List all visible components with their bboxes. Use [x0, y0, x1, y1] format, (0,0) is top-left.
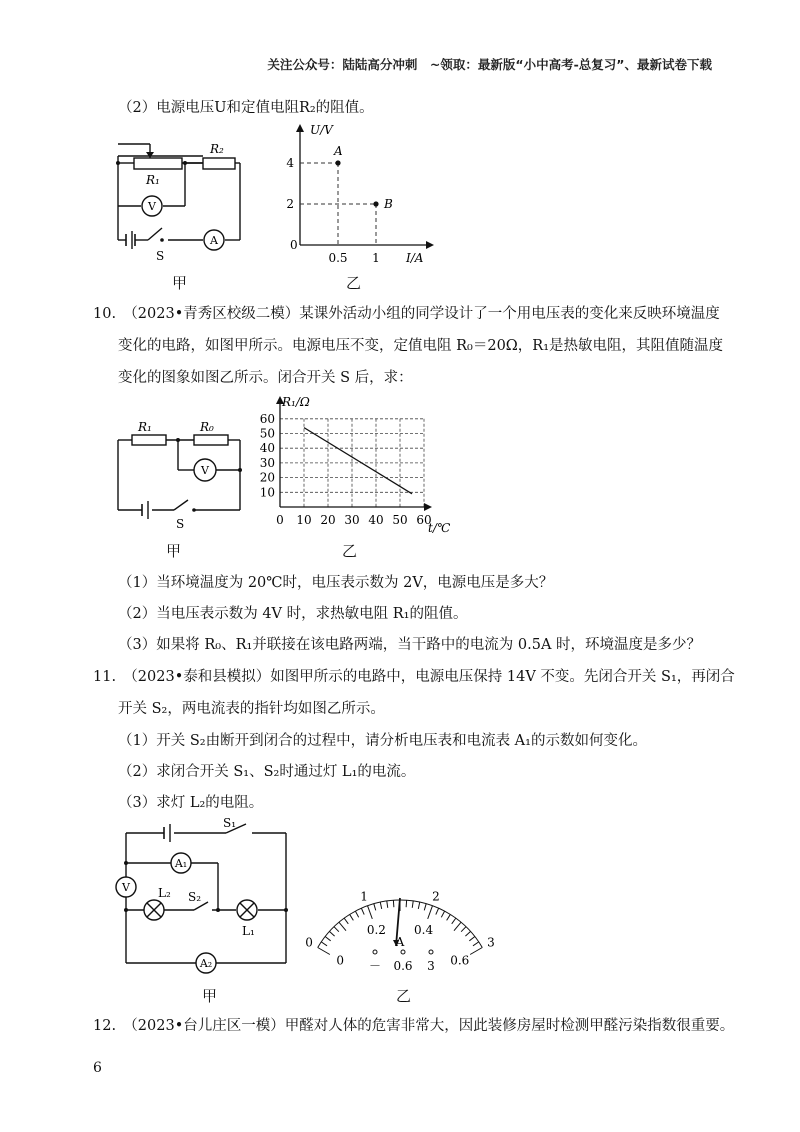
- q10-line3: 变化的图象如图乙所示。闭合开关 S 后，求：: [118, 370, 413, 386]
- q9-circuit-diagram: [100, 128, 280, 263]
- scale-tick: [454, 922, 461, 930]
- switch-label: S: [176, 517, 185, 531]
- ammeter-label: A: [210, 234, 218, 247]
- q9-graph-caption: 乙: [346, 274, 362, 292]
- scale-tick: [380, 902, 381, 909]
- q9-ui-graph: [278, 120, 438, 270]
- scale-tick: [452, 918, 456, 924]
- data-point-B: [373, 201, 378, 206]
- outer-scale-label: 0: [305, 935, 313, 950]
- q11-sub2: （2）求闭合开关 S₁、S₂时通过灯 L₁的电流。: [118, 764, 416, 780]
- scale-tick: [318, 948, 330, 955]
- q11-sub1: （1）开关 S₂由断开到闭合的过程中，请分析电压表和电流表 A₁的示数如何变化。: [118, 733, 647, 749]
- q10-circuit-caption: 甲: [166, 542, 182, 560]
- r1-label: R₁: [146, 173, 160, 187]
- x-axis-label: t/℃: [428, 521, 451, 535]
- y-tick-label: 50: [259, 426, 275, 441]
- q10-sub2: （2）当电压表示数为 4V 时，求热敏电阻 R₁的阻值。: [118, 606, 468, 622]
- q11-sub3: （3）求灯 L₂的电阻。: [118, 795, 264, 811]
- scale-tick: [321, 942, 327, 946]
- x-tick-label: 20: [320, 513, 336, 527]
- y-tick-label: 4: [286, 156, 294, 170]
- voltmeter-label: V: [148, 200, 156, 213]
- lamp-l2-label: L₂: [158, 886, 171, 900]
- y-tick-label: 30: [259, 455, 275, 470]
- inner-scale-label: 0.6: [450, 953, 470, 968]
- scale-tick: [355, 911, 358, 917]
- x-tick-label: 1: [372, 251, 380, 265]
- r0-label: R₀: [200, 420, 214, 434]
- scale-tick: [469, 937, 475, 941]
- r2-label: R₂: [210, 142, 224, 156]
- scale-tick: [329, 931, 334, 936]
- meter-unit: A: [395, 935, 405, 949]
- outer-scale-label: 3: [487, 935, 495, 950]
- q10-circuit-diagram: [108, 412, 258, 532]
- q11-line1: 11. （2023•泰和县模拟）如图甲所示的电路中，电源电压保持 14V 不变。先闭合开关 S₁，再闭合: [93, 669, 735, 685]
- r1-label: R₁: [138, 420, 152, 434]
- q11-circuit-diagram: [108, 815, 298, 985]
- inner-scale-label: 0: [336, 953, 345, 968]
- q10-sub3: （3）如果将 R₀、R₁并联接在该电路两端，当干路中的电流为 0.5A 时，环境温度是多少？: [118, 637, 702, 653]
- scale-tick: [473, 942, 479, 946]
- x-tick-label: 10: [296, 513, 312, 527]
- inner-scale-label: 0.4: [414, 923, 434, 938]
- scale-tick: [428, 906, 433, 919]
- outer-scale-label: 1: [360, 889, 368, 904]
- scale-tick: [470, 948, 482, 955]
- y-tick-label: 2: [286, 197, 294, 211]
- x-tick-label: 0: [276, 513, 284, 527]
- origin-label: 0: [290, 238, 298, 252]
- scale-tick: [374, 904, 376, 911]
- voltmeter-label: V: [201, 464, 209, 477]
- x-axis-label: I/A: [406, 251, 424, 265]
- voltmeter-label: V: [122, 881, 130, 894]
- terminal-0-6: 0.6: [393, 959, 413, 973]
- x-tick-label: 50: [392, 513, 408, 527]
- y-axis-label: U/V: [310, 123, 333, 137]
- scale-tick: [441, 911, 444, 917]
- scale-tick: [387, 901, 388, 908]
- q9-part2: （2）电源电压U和定值电阻R₂的阻值。: [118, 100, 374, 116]
- point-label-A: A: [334, 144, 343, 158]
- point-label-B: B: [384, 197, 393, 211]
- q10-line2: 变化的电路，如图甲所示。电源电压不变，定值电阻 R₀＝20Ω，R₁是热敏电阻，其阻值随温度: [118, 338, 724, 354]
- scale-tick: [424, 904, 426, 911]
- scale-tick: [418, 902, 419, 909]
- page-header: 关注公众号：陆陆高分冲刺 ~领取：最新版“小中高考-总复习”、最新试卷下载: [267, 57, 712, 72]
- series-line-r1: [304, 428, 412, 494]
- outer-scale-label: 2: [432, 889, 440, 904]
- q12-line1: 12. （2023•台儿庄区一模）甲醛对人体的危害非常大，因此装修房屋时检测甲醛污染指数很重要。: [93, 1018, 735, 1034]
- scale-tick: [447, 914, 451, 920]
- scale-tick: [361, 908, 364, 914]
- q10-line1: 10. （2023•青秀区校级二模）某课外活动小组的同学设计了一个用电压表的变化来反映环境温度: [93, 306, 720, 322]
- q11-meter-caption: 乙: [396, 987, 412, 1005]
- scale-tick: [350, 914, 354, 920]
- ammeter-a2-label: A₂: [199, 957, 213, 970]
- terminal-3: 3: [427, 959, 435, 973]
- x-tick-label: 40: [368, 513, 384, 527]
- switch-label: S: [156, 249, 165, 263]
- q11-ammeter-dial: [300, 860, 500, 980]
- scale-tick: [461, 927, 466, 932]
- page-number: 6: [93, 1060, 102, 1076]
- inner-scale-label: 0.2: [366, 923, 386, 938]
- q10-graph-caption: 乙: [342, 542, 358, 560]
- x-tick-label: 0.5: [328, 251, 348, 265]
- y-tick-label: 40: [259, 441, 275, 456]
- y-tick-label: 60: [259, 411, 275, 426]
- q10-sub1: （1）当环境温度为 20℃时，电压表示数为 2V，电源电压是多大？: [118, 575, 554, 591]
- scale-tick: [465, 931, 470, 936]
- scale-tick: [368, 906, 373, 919]
- q11-line2: 开关 S₂，两电流表的指针均如图乙所示。: [118, 701, 385, 717]
- scale-tick: [339, 922, 346, 930]
- scale-tick: [436, 908, 439, 914]
- y-tick-label: 10: [259, 485, 275, 500]
- y-tick-label: 20: [259, 470, 275, 485]
- x-tick-label: 30: [344, 513, 360, 527]
- x-tick-label: 60: [416, 513, 432, 527]
- q9-circuit-caption: 甲: [172, 274, 188, 292]
- data-point-A: [335, 160, 340, 165]
- switch-s1-label: S₁: [223, 816, 237, 830]
- lamp-l1-label: L₁: [242, 924, 255, 938]
- switch-s2-label: S₂: [188, 890, 202, 904]
- scale-tick: [344, 918, 348, 924]
- q11-circuit-caption: 甲: [202, 987, 218, 1005]
- q10-rt-graph: [252, 394, 462, 539]
- scale-tick: [334, 927, 339, 932]
- y-axis-label: R₁/Ω: [282, 395, 310, 409]
- ammeter-a1-label: A₁: [174, 857, 188, 870]
- terminal-minus: －: [368, 959, 382, 973]
- scale-tick: [325, 937, 331, 941]
- scale-tick: [412, 901, 413, 908]
